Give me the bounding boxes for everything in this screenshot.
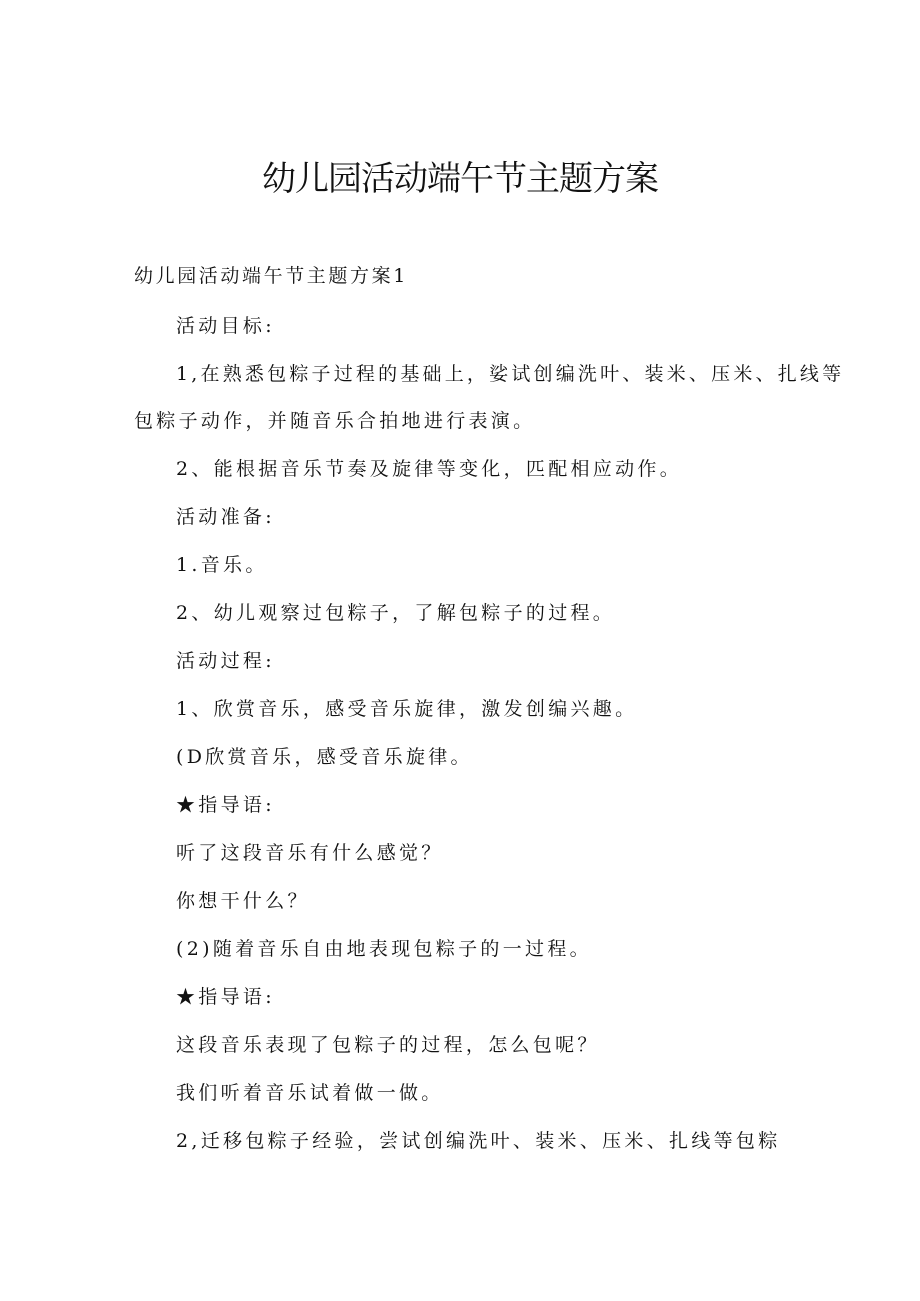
label-activity-goals: 活动目标: bbox=[176, 315, 275, 337]
paragraph-line: 1、欣赏音乐，感受音乐旋律，激发创编兴趣。 bbox=[176, 698, 638, 720]
section-heading: 幼儿园活动端午节主题方案1 bbox=[134, 265, 408, 287]
paragraph-line: 2,迁移包粽子经验，尝试创编洗叶、装米、压米、扎线等包粽 bbox=[176, 1130, 781, 1152]
paragraph-line: 这段音乐表现了包粽子的过程，怎么包呢？ bbox=[176, 1034, 600, 1056]
paragraph-line: 1.音乐。 bbox=[176, 554, 268, 576]
paragraph-line: 我们听着音乐试着做一做。 bbox=[176, 1082, 444, 1104]
paragraph-line: 2、能根据音乐节奏及旋律等变化，匹配相应动作。 bbox=[176, 458, 682, 480]
paragraph-line: 包粽子动作，并随音乐合拍地进行表演。 bbox=[134, 410, 536, 432]
paragraph-line: (D欣赏音乐，感受音乐旋律。 bbox=[176, 746, 473, 768]
paragraph-line: (2)随着音乐自由地表现包粽子的一过程。 bbox=[176, 938, 592, 960]
label-guidance: ★指导语: bbox=[176, 986, 275, 1008]
document-title: 幼儿园活动端午节主题方案 bbox=[262, 159, 658, 199]
paragraph-line: 1,在熟悉包粽子过程的基础上，娑试创编洗叶、装米、压米、扎线等 bbox=[176, 363, 845, 385]
paragraph-line: 你想干什么？ bbox=[176, 890, 310, 912]
paragraph-line: 听了这段音乐有什么感觉？ bbox=[176, 842, 444, 864]
label-guidance: ★指导语: bbox=[176, 794, 275, 816]
paragraph-line: 2、幼儿观察过包粽子，了解包粽子的过程。 bbox=[176, 602, 616, 624]
label-activity-process: 活动过程: bbox=[176, 650, 275, 672]
label-activity-preparation: 活动准备: bbox=[176, 506, 275, 528]
